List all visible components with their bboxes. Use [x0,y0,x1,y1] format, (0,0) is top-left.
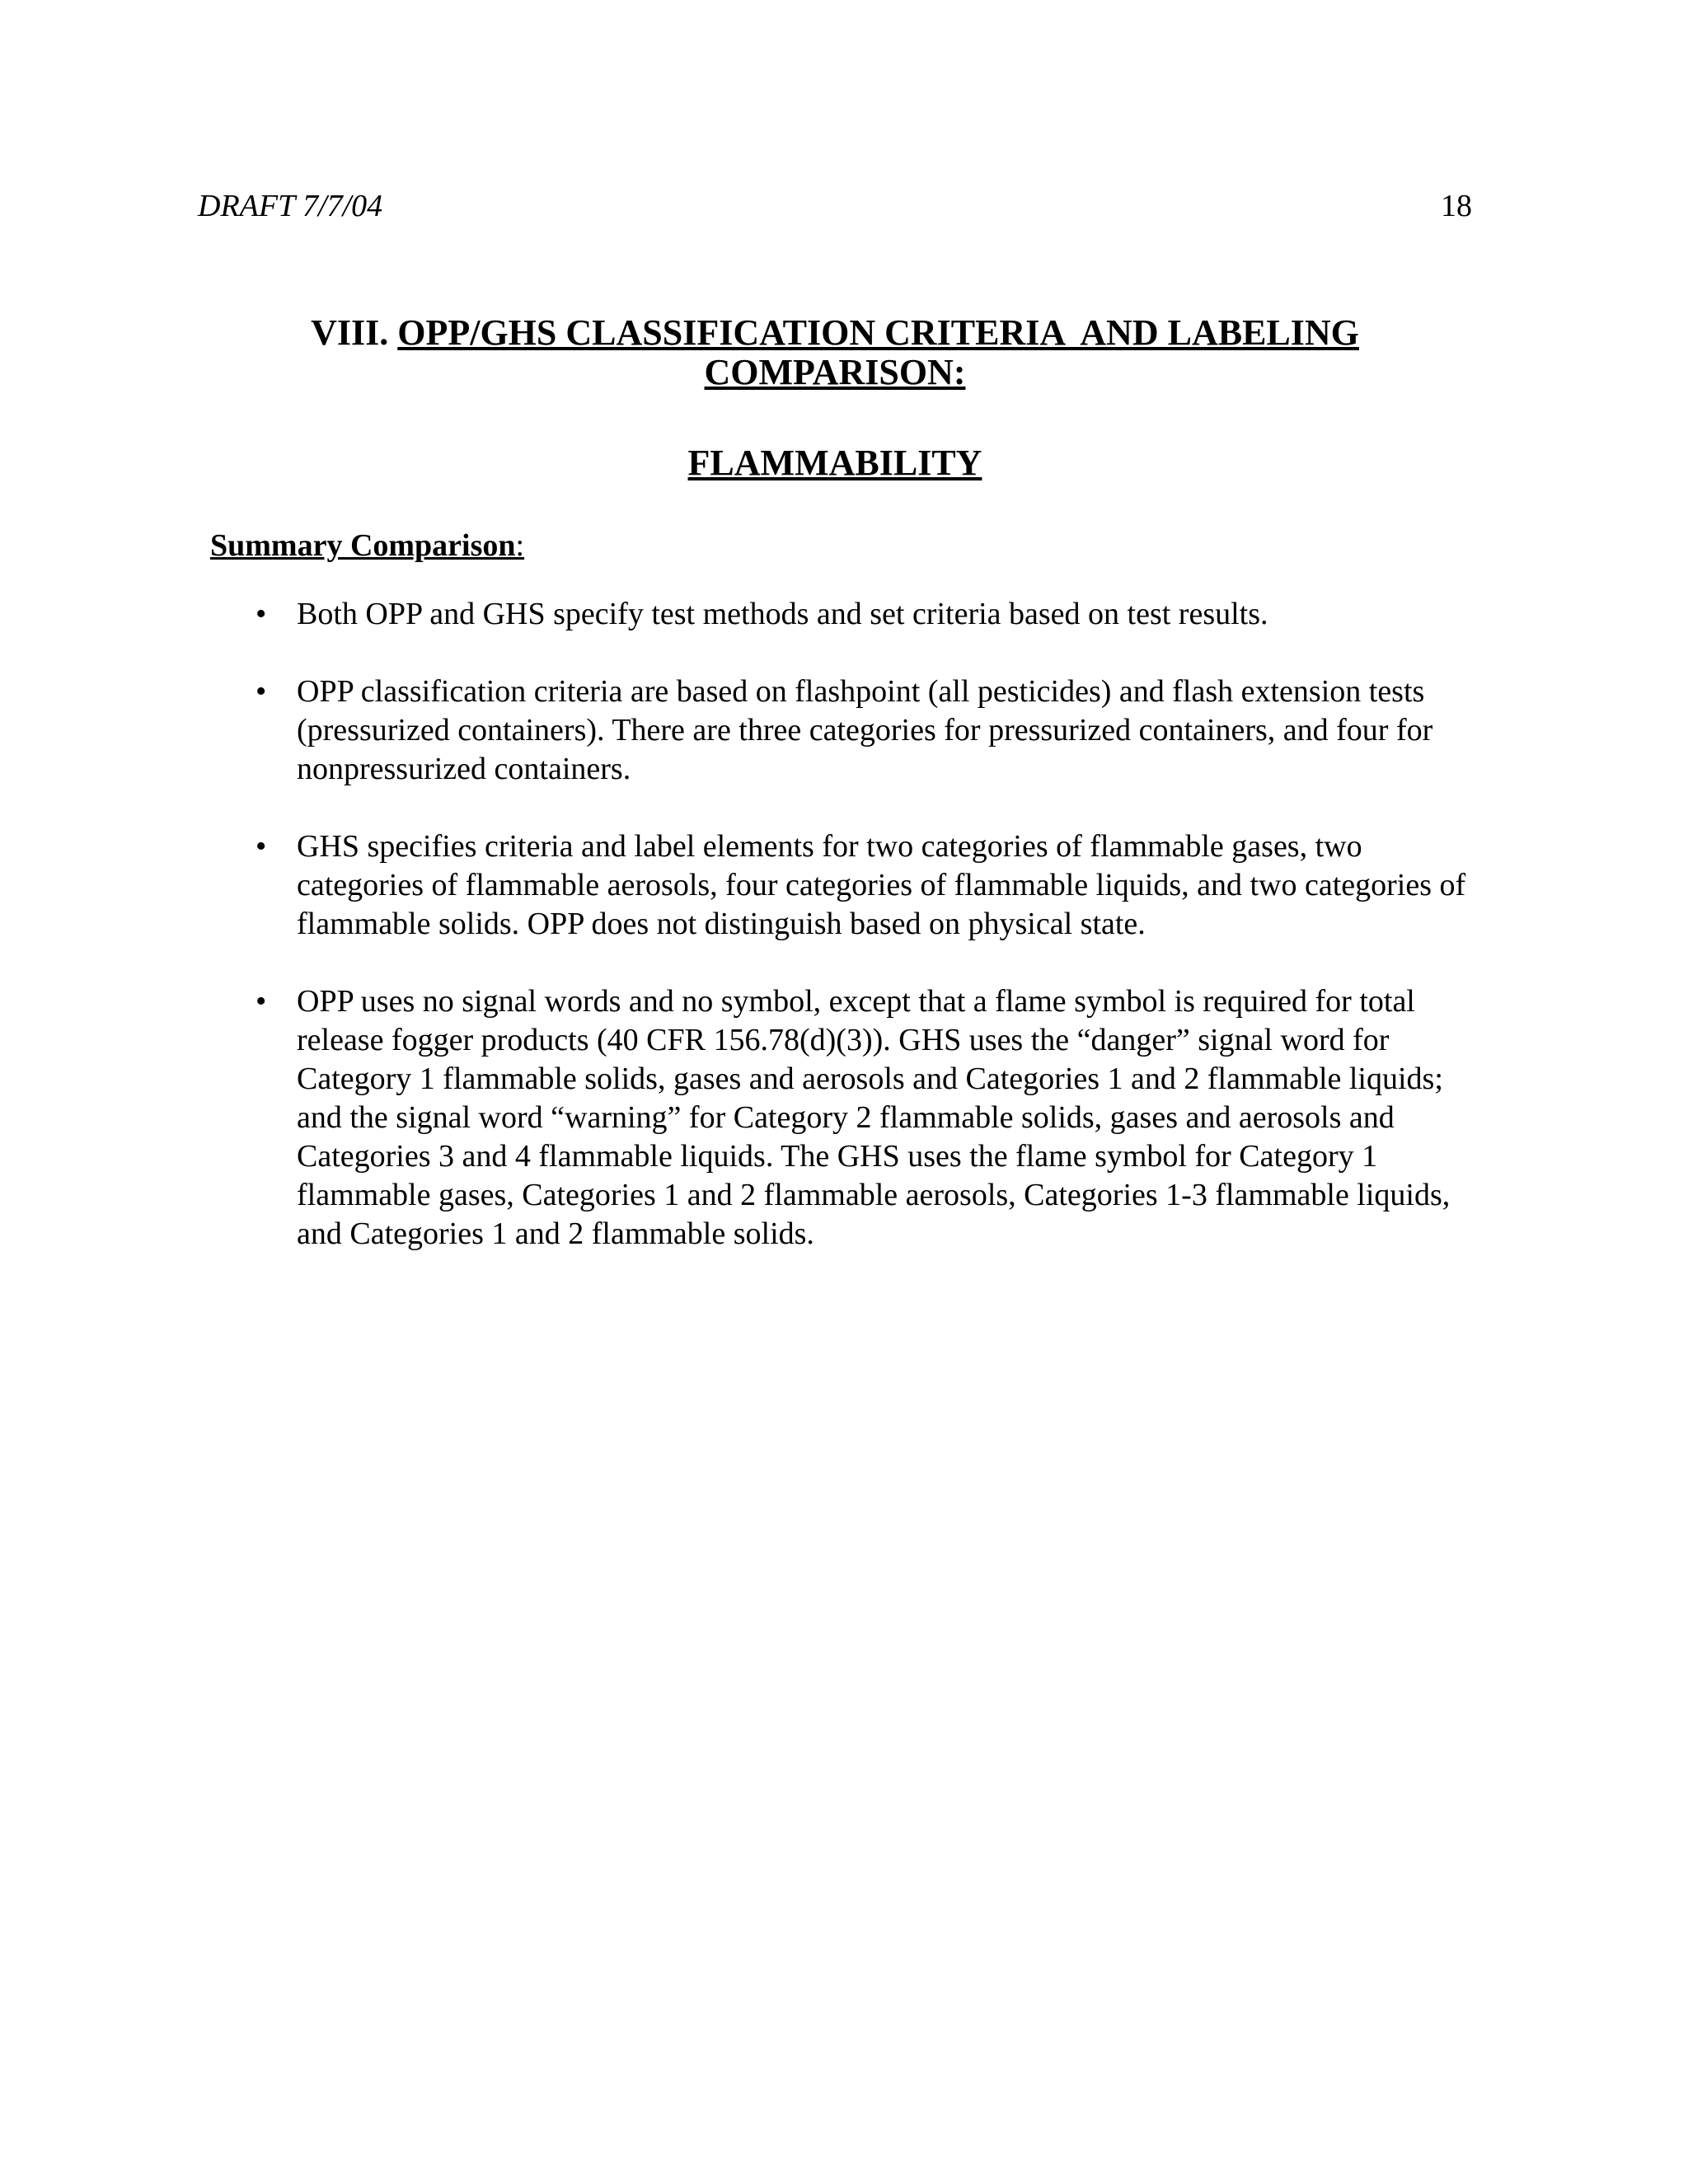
list-item [256,595,1492,634]
bullet-text: OPP uses no signal words and no symbol, except that a flame symbol is required for total release fogger products (40 CFR 156.78(d)(3)). GHS uses the “danger” signal word for Category 1 flammable solids, gases and aerosols and Categories 1 and 2 flammable liquids; and the signal word “warning” for Category 2 flammable solids, gases and aerosols and Categories 3 and 4 flammable liquids. The GHS uses the flame symbol for Category 1 flammable gases, Categories 1 and 2 flammable aerosols, Categories 1-3 flammable liquids, and Categories 1 and 2 flammable solids. [297,984,1451,1251]
summary-heading [210,525,524,566]
subsection-title: FLAMMABILITY [687,443,982,483]
list-item [256,982,1492,1254]
bullet-text: GHS specifies criteria and label elements for two categories of flammable gases, two categories of flammable aerosols, four categories of flammable liquids, and two categories of flammable solids. OPP does not distinguish based on physical state. [297,829,1466,941]
bullet-marker: • [256,984,267,1019]
bullet-marker: • [256,674,267,709]
section-title [198,313,1472,392]
bullet-marker: • [256,829,267,864]
bullet-marker: • [256,597,267,631]
list-item [256,673,1492,789]
summary-heading-colon: : [515,528,525,563]
bullet-text: OPP classification criteria are based on flashpoint (all pesticides) and flash extension tests (pressurized containers). There are three categories for pressurized containers, and four for nonpressurized containers. [297,674,1433,786]
section-title-line1: OPP/GHS CLASSIFICATION CRITERIA AND LABELING [397,312,1359,353]
summary-bullet-list [256,595,1492,1292]
draft-date: DRAFT 7/7/04 [198,189,383,223]
list-item [256,827,1492,944]
section-title-prefix: VIII. [311,312,398,353]
page-number: 18 [1441,189,1472,223]
section-title-line2: COMPARISON: [704,352,966,392]
bullet-text: Both OPP and GHS specify test methods and set criteria based on test results. [297,597,1268,631]
summary-heading-label: Summary Comparison [210,528,516,563]
